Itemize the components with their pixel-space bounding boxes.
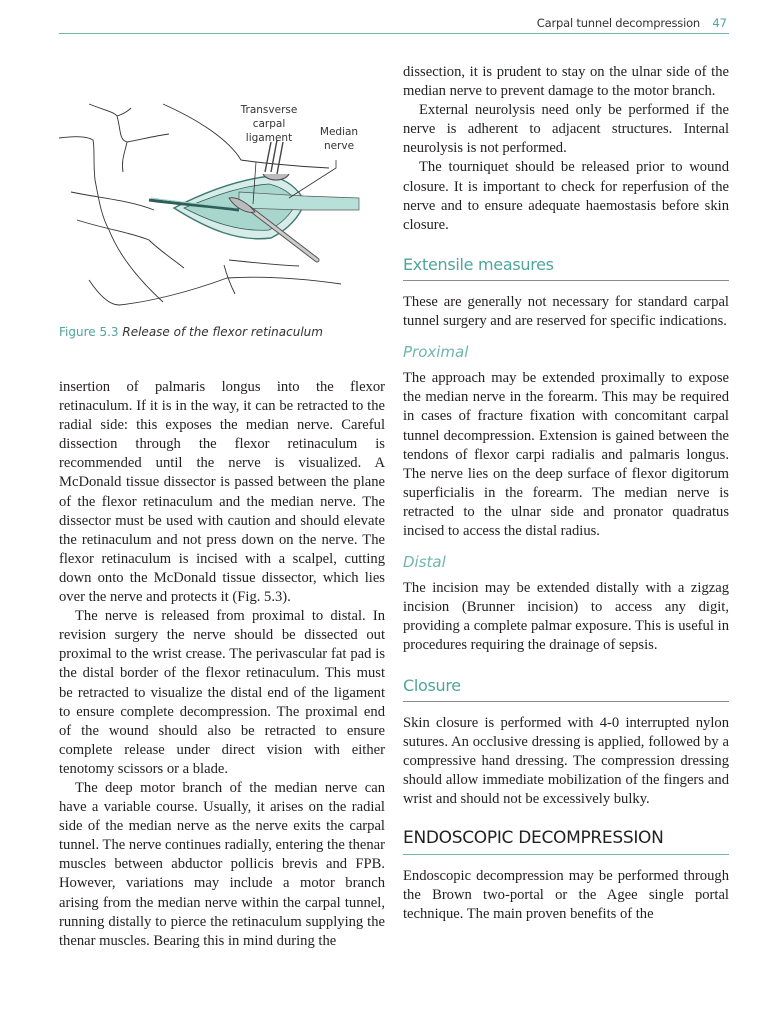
paragraph: The incision may be extended distally with a zigzag incision (Brunner incision) to access any digit, providing a complete palmar exposure. This is useful in procedures requiring the drainage of sepsis. [403, 580, 729, 654]
paragraph: The deep motor branch of the median nerve can have a variable course. Usually, it arises on the radial side of the median nerve as the nerve exits the carpal tunnel. The nerve continues radially, entering the thenar muscles between abductor pollicis brevis and FPB. However, variations may include a motor branch arising from the median nerve within the carpal tunnel, running distally to pierce the retinaculum supplying the thenar muscles. Bearing this in mind during the [59, 779, 385, 949]
caption-number: Figure 5.3 [59, 325, 119, 339]
paragraph: insertion of palmaris longus into the flexor retinaculum. If it is in the way, it can be retracted to the radial side: this exposes the median nerve. Careful dissection through the flexor retinaculum is recommended until the nerve is visualized. A McDonald tissue dissector is passed between the plane of the flexor retinaculum and the median nerve. The dissector must be used with caution and should elevate the retinaculum and not press down on the nerve. The flexor retinaculum is incised with a scalpel, cutting down onto the McDonald tissue dissector, which lies over the nerve and protects it (Fig. 5.3). [59, 379, 385, 606]
paragraph: The nerve is released from proximal to distal. In revision surgery the nerve should be dissected out proximal to the wrist crease. The perivascular fat pad is the distal border of the flexor retinaculum. This must be retracted to visualize the distal end of the ligament to ensure complete decompression. The proximal end of the wound should also be retracted to ensure complete release under direct vision with either tenotomy scissors or a blade. [59, 608, 385, 777]
label-line: nerve [323, 140, 355, 152]
caption-text: Release of the flexor retinaculum [122, 325, 323, 339]
heading-distal: Distal [403, 553, 446, 572]
label-transverse-carpal-ligament [231, 103, 307, 145]
label-line: ligament [245, 132, 293, 144]
paragraph: These are generally not necessary for standard carpal tunnel surgery and are reserved for specific indications. [403, 293, 729, 330]
running-header [59, 14, 729, 34]
label-line: Transverse [240, 104, 298, 116]
paragraph: Endoscopic decompression may be performed through the Brown two-portal or the Agee single portal technique. The main proven benefits of the [403, 868, 729, 923]
running-title: Carpal tunnel decompression [536, 16, 700, 30]
paragraph: External neurolysis need only be performed if the nerve is adherent to adjacent structures. Internal neurolysis is not performed. [403, 102, 729, 157]
label-median-nerve [309, 125, 369, 153]
paragraph: dissection, it is prudent to stay on the ulnar side of the median nerve to prevent damage to the motor branch. [403, 64, 729, 100]
page-number: 47 [712, 16, 727, 30]
right-column [403, 63, 729, 924]
left-column [59, 378, 385, 951]
heading-closure: Closure [403, 676, 729, 702]
surgical-illustration [59, 80, 385, 330]
paragraph: Skin closure is performed with 4-0 interrupted nylon sutures. An occlusive dressing is applied, followed by a compressive hand dressing. The compression dressing should allow immediate mobilization of the fingers and wrist and should not be excessively bulky. [403, 714, 729, 807]
heading-extensile-measures: Extensile measures [403, 255, 729, 281]
paragraph: The tourniquet should be released prior to wound closure. It is important to check for reperfusion of the nerve and to ensure adequate haemostasis before skin closure. [403, 159, 729, 233]
label-line: carpal [252, 118, 286, 130]
heading-endoscopic-decompression: ENDOSCOPIC DECOMPRESSION [403, 829, 729, 855]
figure-5-3 [59, 80, 385, 330]
heading-proximal: Proximal [403, 343, 469, 362]
paragraph: The approach may be extended proximally to expose the median nerve in the forearm. This may be required in cases of fracture fixation with concomitant carpal tunnel decompression. Extension is gained between the tendons of flexor carpi radialis and palmaris longus. The nerve lies on the deep surface of flexor digitorum superficialis in the forearm. The median nerve is retracted to the ulnar side and pronator quadratus incised to access the distal radius. [403, 370, 729, 539]
figure-caption [59, 325, 323, 339]
label-line: Median [319, 126, 359, 138]
